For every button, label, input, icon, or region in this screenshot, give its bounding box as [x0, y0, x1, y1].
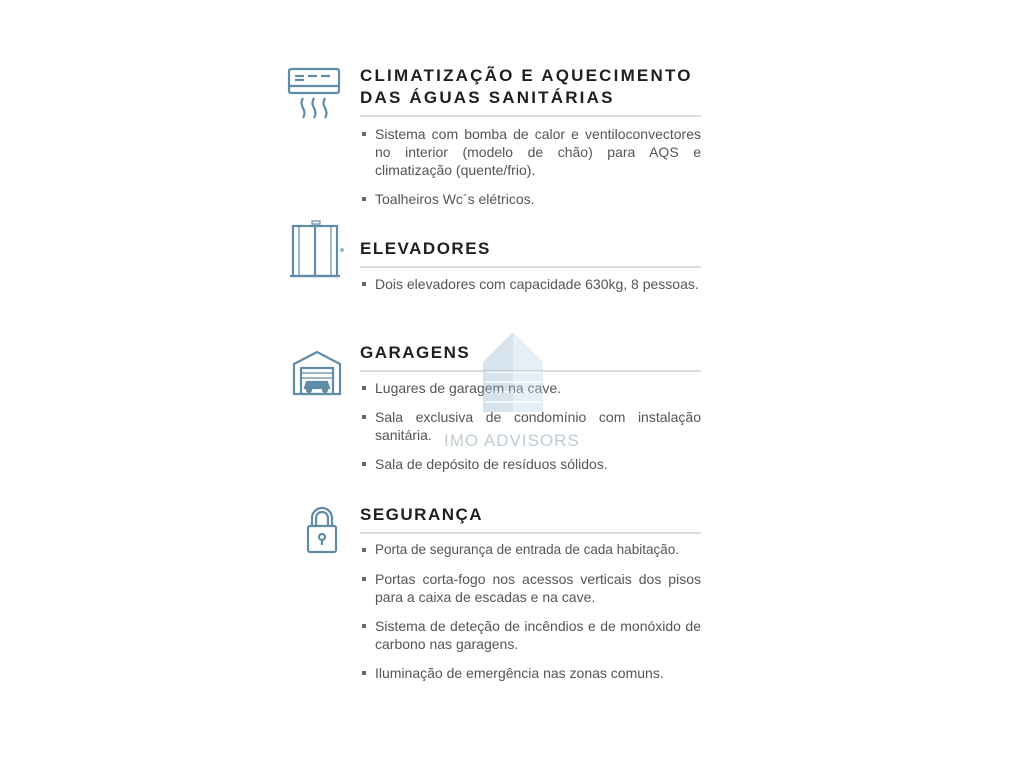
- item-list: [360, 541, 701, 693]
- garage-icon: [291, 348, 343, 396]
- padlock-icon: [304, 506, 340, 554]
- list-item: Porta de segurança de entrada de cada habitação.: [360, 541, 701, 559]
- watermark-text: IMO ADVISORS: [444, 431, 580, 450]
- list-item: Toalheiros Wc´s elétricos.: [360, 190, 701, 208]
- section-garagens: [286, 340, 702, 480]
- section-elevadores: [286, 220, 702, 320]
- section-divider: [360, 370, 701, 372]
- air-conditioner-icon: [286, 66, 342, 126]
- item-list: [360, 275, 701, 304]
- section-title: SEGURANÇA: [360, 505, 484, 524]
- list-item: Sistema de deteção de incêndios e de monóxido de carbono nas garagens.: [360, 617, 701, 653]
- title-line-2: DAS ÁGUAS SANITÁRIAS: [360, 88, 615, 107]
- section-title: ELEVADORES: [360, 239, 491, 258]
- item-list: [360, 125, 701, 219]
- list-item: Iluminação de emergência nas zonas comuns.: [360, 664, 701, 682]
- title-line-1: CLIMATIZAÇÃO E AQUECIMENTO: [360, 66, 693, 85]
- section-divider: [360, 115, 701, 117]
- list-item: Portas corta-fogo nos acessos verticais dos pisos para a caixa de escadas e na cave.: [360, 570, 701, 606]
- section-climatizacao: [286, 60, 702, 220]
- section-title: GARAGENS: [360, 343, 471, 362]
- list-item: Lugares de garagem na cave.: [360, 379, 701, 397]
- section-divider: [360, 266, 701, 268]
- section-divider: [360, 532, 701, 534]
- list-item: Sistema com bomba de calor e ventiloconvectores no interior (modelo de chão) para AQS e climatização (quente/frio).: [360, 125, 701, 179]
- section-title: [360, 65, 701, 109]
- list-item: Sala de depósito de resíduos sólidos.: [360, 455, 701, 473]
- section-seguranca: [286, 500, 702, 700]
- elevator-icon: [290, 220, 346, 278]
- list-item: Sala exclusiva de condomínio com instalação sanitária.: [360, 408, 701, 444]
- list-item: Dois elevadores com capacidade 630kg, 8 pessoas.: [360, 275, 701, 293]
